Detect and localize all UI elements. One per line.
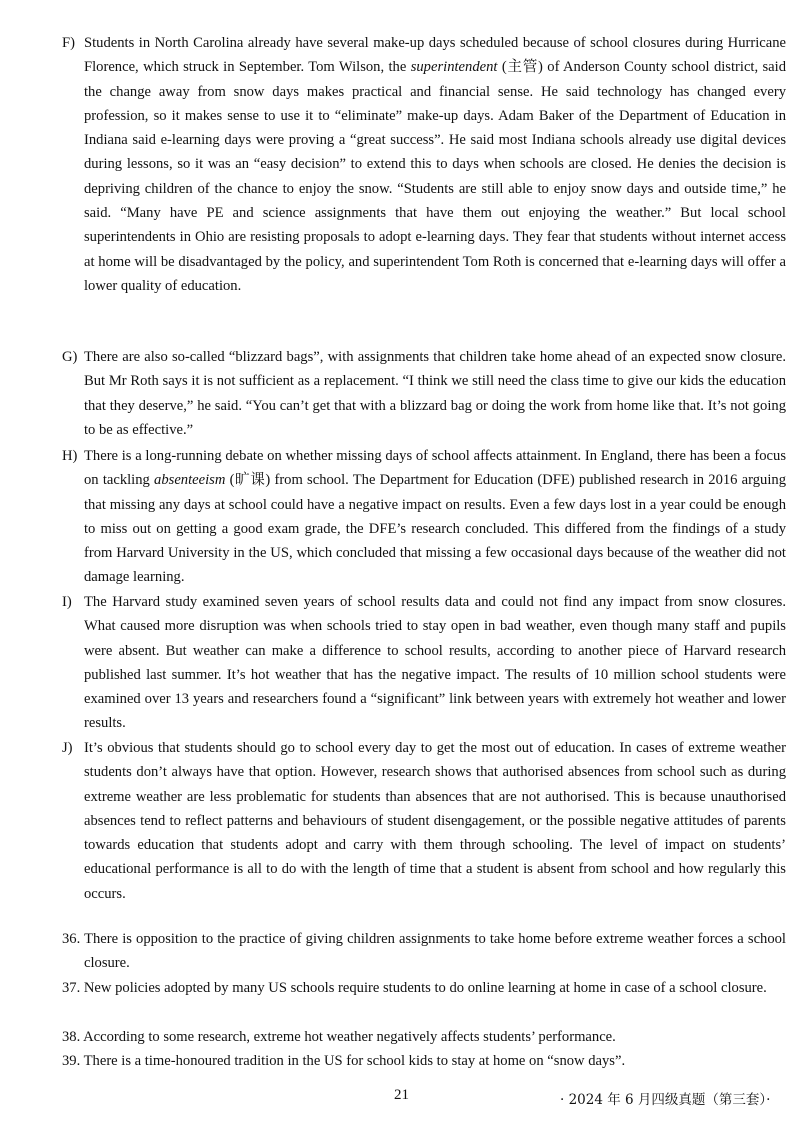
question-text: 37. New policies adopted by many US schools require students to do online learning at home in case of a school closure. bbox=[62, 980, 767, 996]
exam-source: · 2024 年 6 月四级真题（第三套）· bbox=[560, 1092, 771, 1108]
paragraph-label: H) bbox=[62, 448, 78, 464]
paragraph-j bbox=[62, 736, 786, 906]
question-38 bbox=[62, 1025, 786, 1049]
text-run: Students in North Carolina already have several make-up days scheduled because of school closures during Hurricane Florence, which struck in September. Tom Wilson, the bbox=[84, 35, 786, 76]
text-run: (主管) of Anderson County school district, said the change away from snow days makes practical and financial sense. He said technology has changed every profession, so it makes sense to use it to “eliminate” make-up days. Adam Baker of the Department of Education in Indiana said e-learning days were proving a “great success”. He said most Indiana schools already use digital devices during lessons, so it was an “easy decision” to extend this to days when schools are closed. He denies the decision is depriving children of the chance to enjoy the snow. “Students are still able to enjoy snow days and outside time,” he said. “Many have PE and science assignments that have them out enjoying the weather.” But local school superintendents in Ohio are resisting proposals to adopt e-learning days. They fear that students without internet access at home will be disadvantaged by the policy, and superintendent Tom Roth is concerned that e-learning days will offer a lower quality of education. bbox=[84, 59, 787, 294]
paragraph-i bbox=[62, 590, 786, 736]
text-run: (旷课) from school. The Department for Education (DFE) published research in 2016 arguing that missing any days at school could have a negative impact on results. Even a few days lost in a year could be enough to miss out on getting a good exam grade, the DFE’s research concluded. This differed from the findings of a study from Harvard University in the US, which concluded that missing a few occasional days because of the weather did not damage learning. bbox=[84, 472, 786, 586]
page-number: 21 bbox=[394, 1087, 409, 1103]
question-text: 38. According to some research, extreme hot weather negatively affects students’ performance. bbox=[62, 1029, 616, 1045]
paragraph-text bbox=[84, 31, 786, 298]
question-39 bbox=[62, 1049, 786, 1073]
paragraph-g bbox=[62, 345, 786, 442]
paragraph-text: The Harvard study examined seven years of school results data and could not find any impact from snow closures. What caused more disruption was when schools tried to stay open in bad weather, even though many staff and pupils were absent. But weather can make a difference to school results, according to another piece of Harvard research published last summer. It’s hot weather that has the negative impact. The results of 10 million school students were examined over 13 years and researchers found a “significant” link between years with extremely hot weather and lower results. bbox=[84, 594, 786, 732]
question-37 bbox=[62, 976, 786, 1000]
paragraph-f bbox=[62, 31, 786, 298]
question-36 bbox=[62, 927, 786, 976]
paragraph-text: There are also so-called “blizzard bags”, with assignments that children take home ahead of an expected snow closure. But Mr Roth says it is not sufficient as a replacement. “I think we still need the class time to give our kids the education that they deserve,” he said. “You can’t get that with a blizzard bag or doing the work from home like that. It’s not going to be as effective.” bbox=[84, 349, 786, 438]
paragraph-label: J) bbox=[62, 740, 73, 756]
paragraph-label: F) bbox=[62, 35, 75, 51]
question-text: 36. There is opposition to the practice of giving children assignments to take home before extreme weather forces a school closure. bbox=[62, 931, 786, 972]
italic-term: superintendent bbox=[410, 59, 498, 76]
paragraph-text: It’s obvious that students should go to school every day to get the most out of education. In cases of extreme weather students don’t always have that option. However, research shows that authorised absences from school such as during extreme weather are less problematic for students than absences that are not authorised. This is because unauthorised absences tend to reflect patterns and behaviours of student disengagement, or the possible negative attitudes of parents towards education that students adopt and carry with them through schooling. The level of impact on students’ educational performance is all to do with the length of time that a student is absent from school and how regularly this occurs. bbox=[84, 740, 786, 902]
italic-term: absenteeism bbox=[154, 472, 226, 489]
text-run: There is a long-running debate on whether missing days of school affects attainment. In England, there has been a focus on tackling bbox=[84, 448, 786, 489]
paragraph-text bbox=[84, 444, 786, 590]
paragraph-label: G) bbox=[62, 349, 78, 365]
question-text: 39. There is a time-honoured tradition in the US for school kids to stay at home on “snow days”. bbox=[62, 1053, 626, 1069]
paragraph-label: I) bbox=[62, 594, 72, 610]
paragraph-h bbox=[62, 444, 786, 590]
